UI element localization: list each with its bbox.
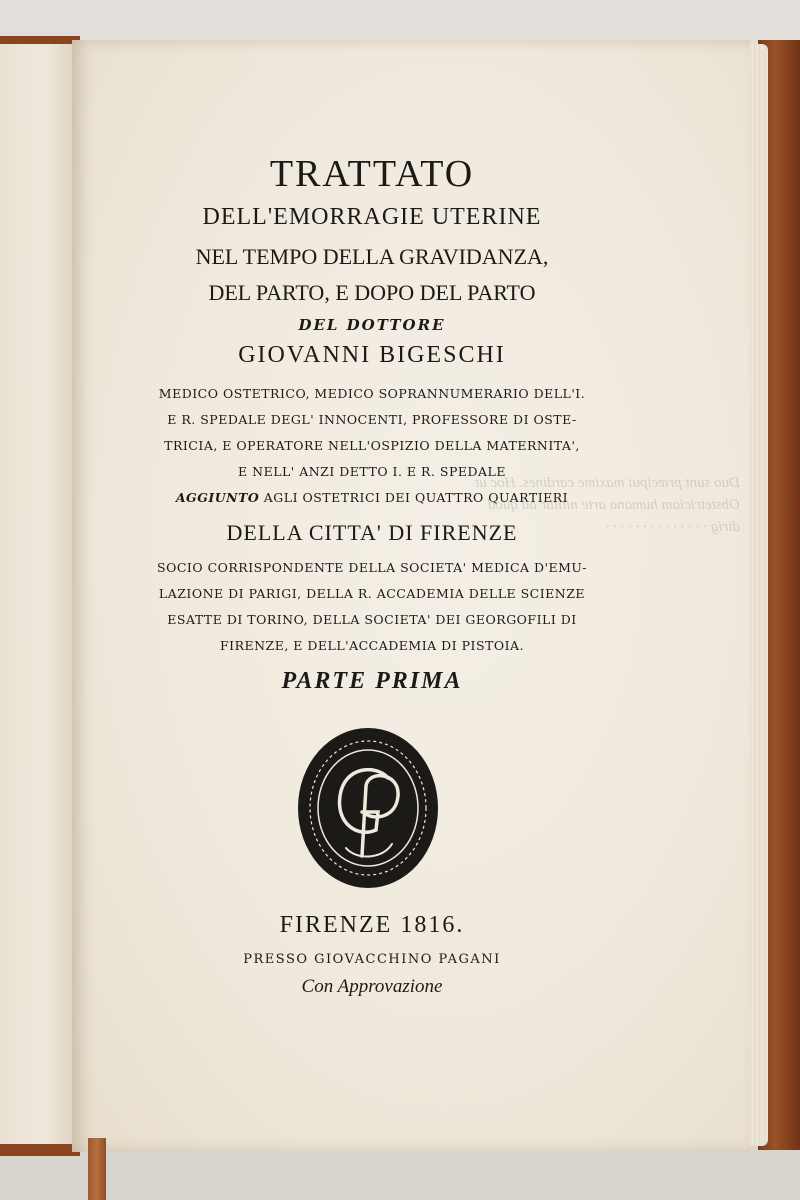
imprint-place-year: FIRENZE 1816. — [279, 912, 465, 938]
city-line: DELLA CITTA' DI FIRENZE — [226, 520, 518, 545]
credential-line-4: E NELL' ANZI DETTO I. E R. SPEDALE — [238, 464, 506, 479]
gp-monogram-icon — [296, 726, 440, 890]
credential-line-2: E R. SPEDALE DEGL' INNOCENTI, PROFESSORE DI OSTE- — [167, 412, 577, 427]
society-line-3: ESATTE DI TORINO, DELLA SOCIETA' DEI GEORGOFILI DI — [167, 612, 577, 627]
credential-line-3: TRICIA, E OPERATORE NELL'OSPIZIO DELLA MATERNITA', — [164, 438, 580, 453]
society-line-2: LAZIONE DI PARIGI, DELLA R. ACCADEMIA DELLE SCIENZE — [158, 586, 586, 601]
subtitle-line-3: DEL PARTO, E DOPO DEL PARTO — [208, 280, 536, 305]
aggiunto-word: AGGIUNTO — [175, 490, 260, 505]
subtitle-line-1: DELL'EMORRAGIE UTERINE — [202, 204, 542, 230]
credential-line-5 — [72, 490, 672, 505]
aggiunto-rest: AGLI OSTETRICI DEI QUATTRO QUARTIERI — [259, 490, 569, 505]
showthrough-text: Duo sunt præcipui maxime cardines. Hoc ut Obstetriciam humana arte nititur ad quod dirig · · · · · · · · · · · · · · — [475, 475, 740, 535]
author-prefix: DEL DOTTORE — [298, 316, 446, 334]
ribbon-bookmark — [88, 1138, 106, 1200]
left-page — [0, 44, 74, 1144]
society-line-4: FIRENZE, E DELL'ACCADEMIA DI PISTOIA. — [219, 638, 525, 653]
part-label: PARTE PRIMA — [281, 668, 463, 694]
book-title: TRATTATO — [269, 153, 475, 195]
credential-line-1: MEDICO OSTETRICO, MEDICO SOPRANNUMERARIO DELL'I. — [158, 386, 586, 401]
approval-line: Con Approvazione — [301, 976, 443, 997]
printer-line: PRESSO GIOVACCHINO PAGANI — [243, 952, 501, 967]
author-name: GIOVANNI BIGESCHI — [238, 342, 506, 368]
subtitle-line-2: NEL TEMPO DELLA GRAVIDANZA, — [195, 244, 549, 269]
society-line-1: SOCIO CORRISPONDENTE DELLA SOCIETA' MEDICA D'EMU- — [157, 560, 587, 575]
